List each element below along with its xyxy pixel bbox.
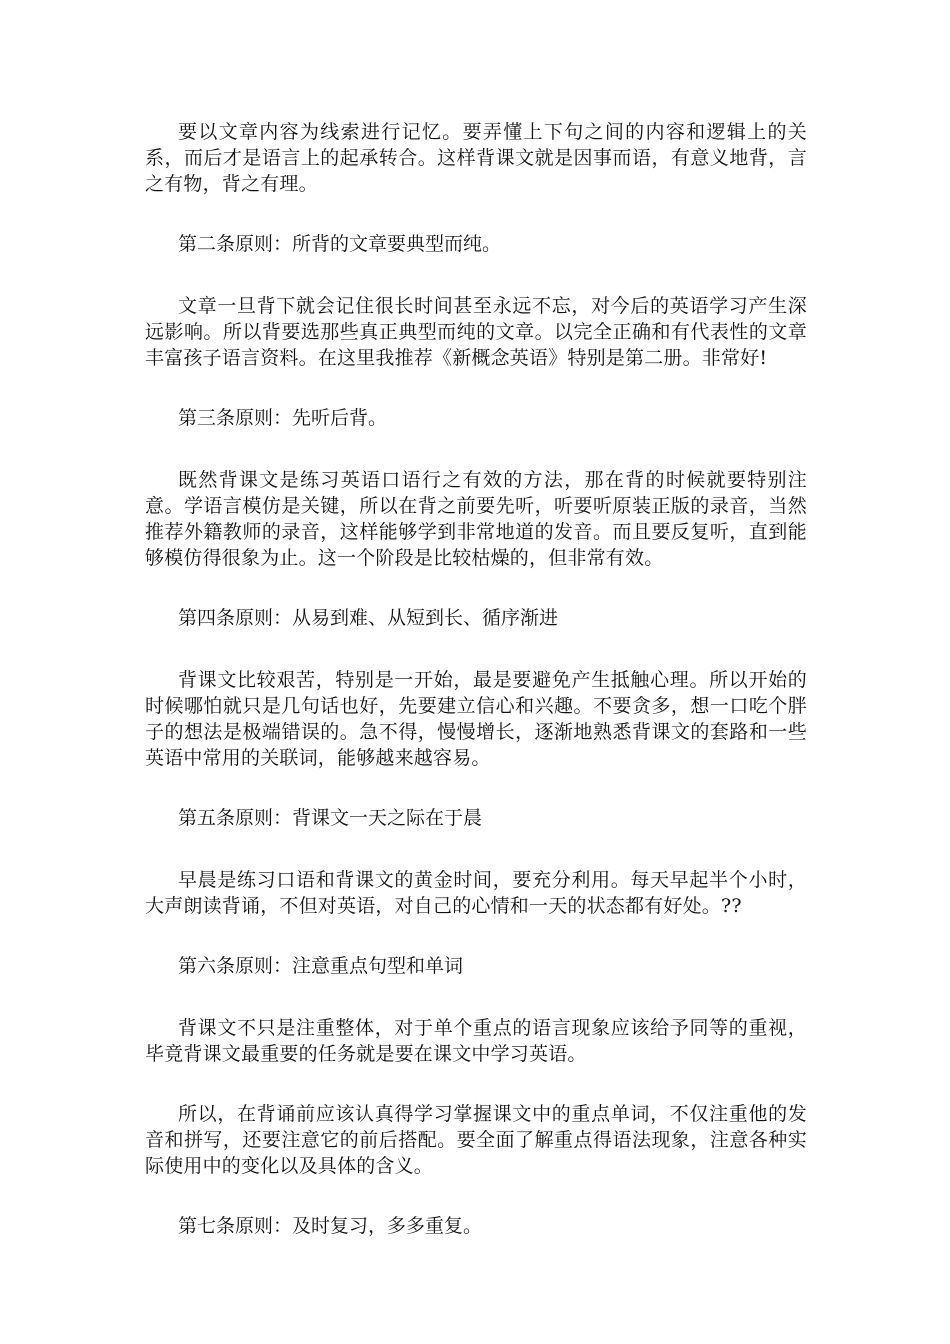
paragraph: 要以文章内容为线索进行记忆。要弄懂上下句之间的内容和逻辑上的关系，而后才是语言上的起承转合。这样背课文就是因事而语，有意义地背，言之有物，背之有理。 [145,121,807,195]
principle-heading: 第六条原则：注意重点句型和单词 [178,955,464,977]
principle-heading: 第七条原则：及时复习，多多重复。 [178,1215,483,1237]
principle-heading: 第二条原则：所背的文章要典型而纯。 [178,233,502,255]
paragraph: 所以，在背诵前应该认真得学习掌握课文中的重点单词，不仅注重他的发音和拼写，还要注意它的前后搭配。要全面了解重点得语法现象，注意各种实际使用中的变化以及具体的含义。 [145,1103,807,1177]
principle-heading: 第四条原则：从易到难、从短到长、循序渐进 [178,607,559,629]
paragraph: 既然背课文是练习英语口语行之有效的方法，那在背的时候就要特别注意。学语言模仿是关键，所以在背之前要先听，听要听原装正版的录音，当然推荐外籍教师的录音，这样能够学到非常地道的发音。而且要反复听，直到能够模仿得很象为止。这一个阶段是比较枯燥的，但非常有效。 [145,469,807,569]
document-page [145,119,807,1275]
paragraph: 背课文比较艰苦，特别是一开始，最是要避免产生抵触心理。所以开始的时候哪怕就只是几句话也好，先要建立信心和兴趣。不要贪多，想一口吃个胖子的想法是极端错误的。急不得，慢慢增长，逐渐地熟悉背课文的套路和一些英语中常用的关联词，能够越来越容易。 [145,669,807,769]
paragraph: 背课文不只是注重整体，对于单个重点的语言现象应该给予同等的重视，毕竟背课文最重要的任务就是要在课文中学习英语。 [145,1017,807,1065]
principle-heading: 第五条原则：背课文一天之际在于晨 [178,807,483,829]
paragraph: 文章一旦背下就会记住很长时间甚至永远不忘，对今后的英语学习产生深远影响。所以背要选那些真正典型而纯的文章。以完全正确和有代表性的文章丰富孩子语言资料。在这里我推荐《新概念英语》特别是第二册。非常好! [145,295,807,369]
paragraph: 早晨是练习口语和背课文的黄金时间，要充分利用。每天早起半个小时，大声朗读背诵，不但对英语，对自己的心情和一天的状态都有好处。?? [145,869,807,917]
principle-heading: 第三条原则：先听后背。 [178,407,388,429]
